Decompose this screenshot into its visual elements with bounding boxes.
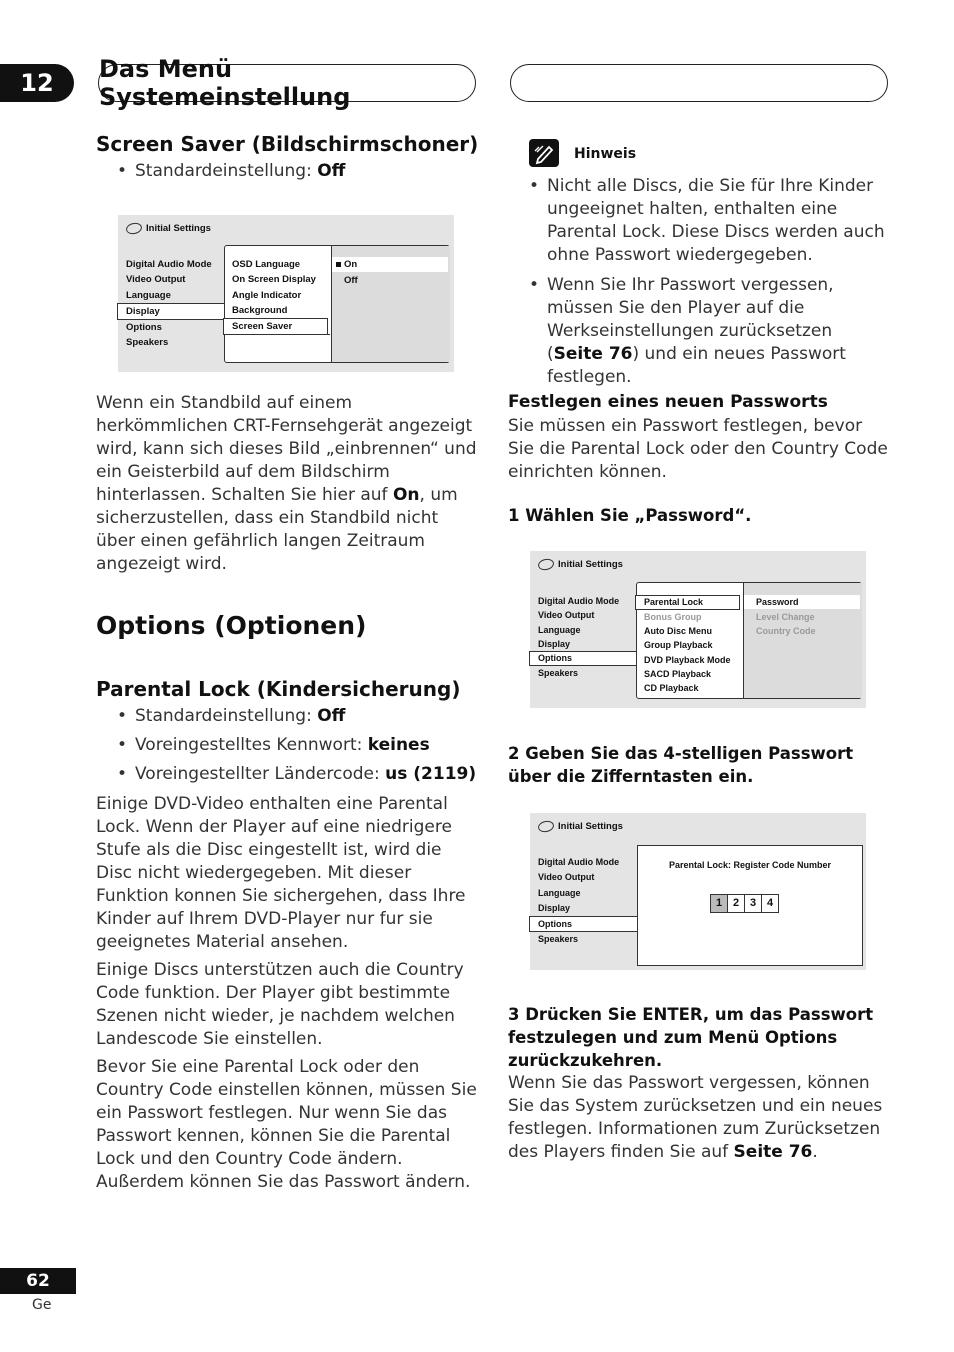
- code-digit: 1: [710, 894, 728, 913]
- sub-panel: [224, 245, 450, 363]
- menu-item[interactable]: Video Output: [538, 610, 595, 621]
- menu-item[interactable]: Background: [232, 304, 288, 316]
- code-input[interactable]: [710, 894, 778, 913]
- value-panel: [331, 246, 450, 362]
- register-code-panel: [637, 845, 863, 966]
- list-item: • Standardeinstellung: Off: [117, 160, 477, 183]
- divider: [225, 334, 330, 335]
- menu-item[interactable]: Video Output: [538, 872, 595, 883]
- screen-saver-heading: Screen Saver (Bildschirmschoner): [96, 132, 479, 156]
- parental-paragraph-2: Einige Discs unterstützen auch die Country Code funktion. Der Player gibt bestimmte Szenen nicht wieder, je nachdem welchen Landescode Sie einstellen.: [96, 960, 464, 1049]
- menu-item[interactable]: Language: [538, 887, 581, 898]
- list-item: • Wenn Sie Ihr Passwort vergessen, müssen Sie den Player auf die Werkseinstellungen zurücksetzen (Seite 76) und ein neues Passwort festlegen.: [529, 274, 889, 389]
- chapter-number: 12: [0, 64, 74, 102]
- screen-header: Initial Settings: [538, 559, 623, 570]
- list-item: • Standardeinstellung: Off: [117, 705, 477, 728]
- value-item-disabled: Level Change: [756, 612, 815, 622]
- menu-item[interactable]: SACD Playback: [644, 668, 712, 679]
- menu-item-selected[interactable]: Options: [529, 651, 638, 666]
- list-item: • Voreingestellter Ländercode: us (2119): [117, 763, 477, 786]
- menu-item-selected[interactable]: Display: [117, 303, 226, 320]
- display-submenu: [224, 257, 328, 335]
- register-code-label: Parental Lock: Register Code Number: [668, 860, 832, 870]
- step-3: 3 Drücken Sie ENTER, um das Passwort festzulegen und zum Menü Options zurückzukehren.: [508, 1005, 874, 1070]
- menu-item[interactable]: Speakers: [126, 337, 169, 349]
- parental-defaults: [117, 705, 477, 792]
- note-bullets: [529, 175, 889, 395]
- code-digit: 2: [727, 894, 745, 913]
- page-number: 62: [0, 1268, 76, 1294]
- menu-item[interactable]: Auto Disc Menu: [644, 626, 713, 637]
- menu-item-disabled: Bonus Group: [644, 612, 702, 622]
- screen-header: Initial Settings: [126, 223, 211, 234]
- menu-item[interactable]: Display: [538, 902, 571, 913]
- menu-item[interactable]: Digital Audio Mode: [538, 857, 620, 867]
- list-item: • Nicht alle Discs, die Sie für Ihre Kinder ungeeignet halten, enthalten eine Parental Lock. Diese Discs werden auch ohne Passwort wiedergegeben.: [529, 175, 889, 267]
- menu-item-selected[interactable]: Options: [529, 916, 638, 932]
- main-menu: [530, 855, 638, 947]
- value-panel: [743, 583, 862, 698]
- list-item: • Voreingestelltes Kennwort: keines: [117, 734, 477, 757]
- screen-header: Initial Settings: [538, 821, 623, 832]
- screen-saver-defaults: [117, 160, 477, 189]
- main-menu: [530, 594, 638, 680]
- screen-saver-menu-screen: [118, 215, 454, 372]
- menu-item[interactable]: OSD Language: [232, 259, 301, 270]
- menu-item-selected[interactable]: Parental Lock: [635, 595, 740, 610]
- value-item-disabled: Country Code: [756, 626, 816, 636]
- menu-item[interactable]: Digital Audio Mode: [126, 259, 212, 270]
- festlegen-heading: Festlegen eines neuen Passworts: [508, 392, 828, 412]
- register-code-screen: [530, 813, 866, 970]
- note-label: Hinweis: [574, 146, 637, 162]
- disc-icon: [537, 557, 555, 571]
- parental-lock-heading: Parental Lock (Kindersicherung): [96, 677, 461, 701]
- menu-item-selected[interactable]: Screen Saver: [223, 318, 328, 335]
- main-menu: [118, 257, 226, 351]
- menu-item[interactable]: DVD Playback Mode: [644, 654, 731, 665]
- options-heading: Options (Optionen): [96, 611, 367, 640]
- value-item-selected[interactable]: Password: [744, 595, 860, 609]
- disc-icon: [125, 221, 143, 235]
- chapter-title: Das Menü Systemeinstellung: [98, 64, 476, 102]
- parental-paragraph-3: Bevor Sie eine Parental Lock oder den Country Code einstellen können, müssen Sie ein Passwort festlegen. Nur wenn Sie das Passwort kennen, können Sie die Parental Lock und den Country Code ändern. Außerdem können Sie das Passwort ändern.: [96, 1057, 477, 1192]
- menu-item[interactable]: Digital Audio Mode: [538, 596, 620, 606]
- menu-item[interactable]: Speakers: [538, 668, 579, 679]
- menu-item[interactable]: Language: [538, 624, 581, 635]
- code-digit: 3: [744, 894, 762, 913]
- menu-item[interactable]: Display: [538, 638, 571, 649]
- page-reference: Seite 76: [733, 1142, 813, 1162]
- step-1: 1 Wählen Sie „Password“.: [508, 506, 752, 525]
- step-2: 2 Geben Sie das 4-stelligen Passwort über die Zifferntasten ein.: [508, 744, 854, 786]
- parental-paragraph-1: Einige DVD-Video enthalten eine Parental Lock. Wenn der Player auf eine niedrigere Stufe als die Disc eingestellt ist, wird die Disc nicht wiedergegeben. Mit dieser Funktion konnen Sie sichergehen, dass Ihre Kinder auf Ihrem DVD-Player nur fur sie geeignetes Material ansehen.: [96, 794, 466, 952]
- language-code: Ge: [32, 1297, 52, 1313]
- disc-icon: [537, 819, 555, 833]
- options-menu-screen: [530, 551, 866, 708]
- value-item[interactable]: Off: [344, 275, 358, 286]
- menu-item[interactable]: Options: [126, 322, 162, 334]
- menu-item[interactable]: Angle Indicator: [232, 289, 302, 301]
- bullet-square-icon: [336, 262, 341, 267]
- menu-item[interactable]: Speakers: [538, 934, 579, 945]
- options-submenu: [636, 595, 740, 695]
- menu-item[interactable]: Video Output: [126, 274, 186, 286]
- sub-panel: [636, 582, 862, 699]
- page-reference: Seite 76: [553, 344, 633, 364]
- menu-item[interactable]: On Screen Display: [232, 274, 316, 286]
- menu-item[interactable]: Language: [126, 289, 171, 301]
- header-blank-box: [510, 64, 888, 102]
- code-digit: 4: [761, 894, 779, 913]
- note-pencil-icon: [529, 139, 559, 167]
- step-3-paragraph: Wenn Sie das Passwort vergessen, können Sie das System zurücksetzen und ein neues festlegen. Informationen zum Zurücksetzen des Players finden Sie auf Seite 76.: [508, 1073, 883, 1162]
- menu-item[interactable]: CD Playback: [644, 682, 699, 693]
- festlegen-paragraph: Sie müssen ein Passwort festlegen, bevor Sie die Parental Lock oder den Country Code einrichten können.: [508, 416, 888, 482]
- menu-item[interactable]: Group Playback: [644, 640, 713, 651]
- value-item-selected[interactable]: On: [332, 257, 448, 272]
- screen-saver-paragraph: Wenn ein Standbild auf einem herkömmlichen CRT-Fernsehgerät angezeigt wird, kann sich dieses Bild „einbrennen“ und ein Geisterbild auf dem Bildschirm hinterlassen. Schalten Sie hier auf On, um sicherzustellen, dass ein Standbild nicht über einen gefährlich langen Zeitraum angezeigt wird.: [96, 393, 477, 574]
